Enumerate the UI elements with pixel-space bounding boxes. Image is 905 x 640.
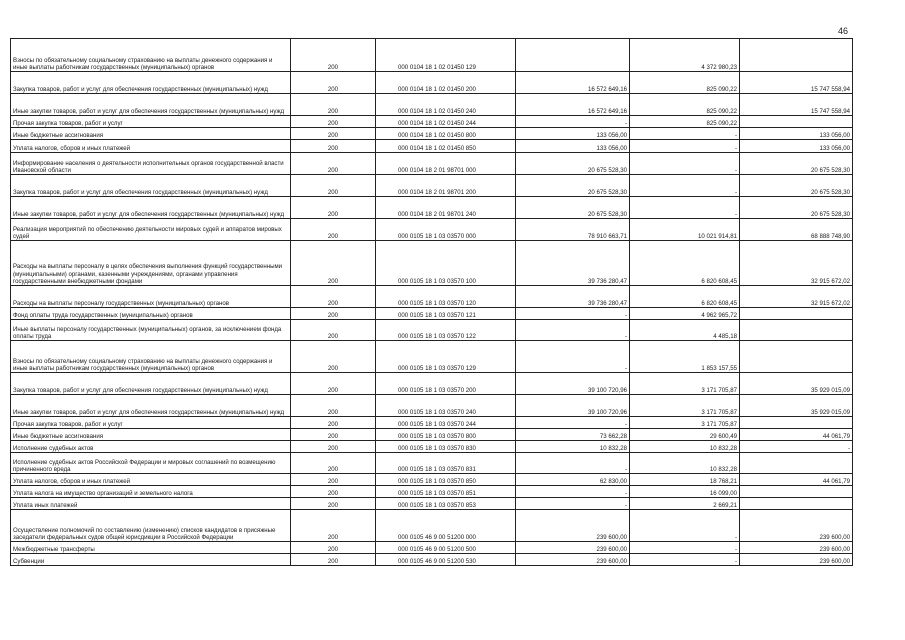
row-plan-amount: 39 736 280,47 bbox=[516, 286, 630, 308]
row-executed-amount: 10 021 914,81 bbox=[630, 219, 740, 241]
table-row bbox=[11, 308, 853, 320]
row-line-code: 200 bbox=[291, 72, 376, 94]
row-executed-amount: - bbox=[630, 197, 740, 219]
row-kbk-code: 000 0105 18 1 03 03570 120 bbox=[376, 286, 516, 308]
row-name: Прочая закупка товаров, работ и услуг bbox=[11, 116, 291, 128]
table-row bbox=[11, 116, 853, 128]
row-executed-amount: - bbox=[630, 175, 740, 197]
row-plan-amount: - bbox=[516, 486, 630, 498]
row-kbk-code: 000 0105 18 1 03 03570 000 bbox=[376, 219, 516, 241]
row-kbk-code: 000 0104 18 2 01 98701 240 bbox=[376, 197, 516, 219]
row-executed-amount: 6 820 608,45 bbox=[630, 286, 740, 308]
table-row bbox=[11, 286, 853, 308]
row-plan-amount: 39 100 720,96 bbox=[516, 395, 630, 417]
row-name: Иные бюджетные ассигнования bbox=[11, 429, 291, 441]
row-line-code: 200 bbox=[291, 554, 376, 566]
row-executed-amount: 825 090,22 bbox=[630, 72, 740, 94]
row-name: Межбюджетные трансферты bbox=[11, 542, 291, 554]
row-executed-amount: 825 090,22 bbox=[630, 94, 740, 116]
row-executed-amount: 2 669,21 bbox=[630, 498, 740, 510]
row-kbk-code: 000 0105 18 1 03 03570 830 bbox=[376, 441, 516, 453]
row-line-code: 200 bbox=[291, 116, 376, 128]
row-kbk-code: 000 0104 18 1 02 01450 850 bbox=[376, 140, 516, 153]
row-line-code: 200 bbox=[291, 441, 376, 453]
row-plan-amount: 133 056,00 bbox=[516, 140, 630, 153]
table-row bbox=[11, 197, 853, 219]
row-unexecuted-amount: 32 915 672,02 bbox=[740, 286, 853, 308]
row-plan-amount: 20 675 528,30 bbox=[516, 153, 630, 175]
row-line-code: 200 bbox=[291, 286, 376, 308]
row-unexecuted-amount bbox=[740, 341, 853, 373]
row-kbk-code: 000 0105 18 1 03 03570 851 bbox=[376, 486, 516, 498]
row-unexecuted-amount: 20 675 528,30 bbox=[740, 153, 853, 175]
row-unexecuted-amount: 15 747 558,94 bbox=[740, 72, 853, 94]
row-unexecuted-amount: 20 675 528,30 bbox=[740, 175, 853, 197]
table-row bbox=[11, 241, 853, 286]
row-executed-amount: 16 099,00 bbox=[630, 486, 740, 498]
row-kbk-code: 000 0105 18 1 03 03570 850 bbox=[376, 474, 516, 486]
row-plan-amount: 239 600,00 bbox=[516, 510, 630, 542]
row-unexecuted-amount: 15 747 558,94 bbox=[740, 94, 853, 116]
row-unexecuted-amount: 239 600,00 bbox=[740, 542, 853, 554]
row-line-code: 200 bbox=[291, 474, 376, 486]
row-kbk-code: 000 0104 18 2 01 98701 000 bbox=[376, 153, 516, 175]
row-line-code: 200 bbox=[291, 429, 376, 441]
row-executed-amount: - bbox=[630, 510, 740, 542]
table-row bbox=[11, 128, 853, 140]
table-row bbox=[11, 219, 853, 241]
row-executed-amount: 4 485,18 bbox=[630, 320, 740, 341]
row-executed-amount: 825 090,22 bbox=[630, 116, 740, 128]
row-kbk-code: 000 0105 46 9 00 51200 500 bbox=[376, 542, 516, 554]
row-kbk-code: 000 0105 46 9 00 51200 000 bbox=[376, 510, 516, 542]
table-row bbox=[11, 39, 853, 72]
row-unexecuted-amount: 44 061,79 bbox=[740, 429, 853, 441]
table-row bbox=[11, 498, 853, 510]
row-kbk-code: 000 0105 18 1 03 03570 853 bbox=[376, 498, 516, 510]
row-executed-amount: 3 171 705,87 bbox=[630, 417, 740, 429]
row-kbk-code: 000 0105 18 1 03 03570 121 bbox=[376, 308, 516, 320]
row-name: Уплата налогов, сборов и иных платежей bbox=[11, 474, 291, 486]
row-executed-amount: 10 832,28 bbox=[630, 441, 740, 453]
table-row bbox=[11, 320, 853, 341]
row-unexecuted-amount: 44 061,79 bbox=[740, 474, 853, 486]
row-name: Уплата иных платежей bbox=[11, 498, 291, 510]
row-unexecuted-amount bbox=[740, 417, 853, 429]
row-executed-amount: 10 832,28 bbox=[630, 453, 740, 474]
row-name: Исполнение судебных актов Российской Федерации и мировых соглашений по возмещению причиненного вреда bbox=[11, 453, 291, 474]
table-row bbox=[11, 429, 853, 441]
row-unexecuted-amount bbox=[740, 320, 853, 341]
row-line-code: 200 bbox=[291, 320, 376, 341]
table-row bbox=[11, 153, 853, 175]
row-name: Иные закупки товаров, работ и услуг для обеспечения государственных (муниципальных) нужд bbox=[11, 197, 291, 219]
row-kbk-code: 000 0105 18 1 03 03570 100 bbox=[376, 241, 516, 286]
row-name: Иные закупки товаров, работ и услуг для обеспечения государственных (муниципальных) нужд bbox=[11, 395, 291, 417]
row-executed-amount: - bbox=[630, 554, 740, 566]
row-name: Иные выплаты персоналу государственных (муниципальных) органов, за исключением фонда оплаты труда bbox=[11, 320, 291, 341]
row-line-code: 200 bbox=[291, 510, 376, 542]
row-name: Расходы на выплаты персоналу государственных (муниципальных) органов bbox=[11, 286, 291, 308]
row-name: Закупка товаров, работ и услуг для обеспечения государственных (муниципальных) нужд bbox=[11, 373, 291, 395]
row-plan-amount bbox=[516, 39, 630, 72]
row-executed-amount: 4 962 965,72 bbox=[630, 308, 740, 320]
row-name: Закупка товаров, работ и услуг для обеспечения государственных (муниципальных) нужд bbox=[11, 72, 291, 94]
row-plan-amount: 16 572 649,16 bbox=[516, 94, 630, 116]
row-executed-amount: 4 372 980,23 bbox=[630, 39, 740, 72]
row-line-code: 200 bbox=[291, 39, 376, 72]
row-kbk-code: 000 0105 18 1 03 03570 800 bbox=[376, 429, 516, 441]
row-name: Уплата налогов, сборов и иных платежей bbox=[11, 140, 291, 153]
row-executed-amount: 29 600,49 bbox=[630, 429, 740, 441]
table-row bbox=[11, 175, 853, 197]
row-line-code: 200 bbox=[291, 373, 376, 395]
row-name: Исполнение судебных актов bbox=[11, 441, 291, 453]
row-unexecuted-amount: 35 929 015,09 bbox=[740, 373, 853, 395]
row-line-code: 200 bbox=[291, 128, 376, 140]
row-unexecuted-amount: 239 600,00 bbox=[740, 554, 853, 566]
row-kbk-code: 000 0104 18 1 02 01450 240 bbox=[376, 94, 516, 116]
row-plan-amount: 73 662,28 bbox=[516, 429, 630, 441]
row-unexecuted-amount bbox=[740, 453, 853, 474]
table-row bbox=[11, 373, 853, 395]
row-line-code: 200 bbox=[291, 175, 376, 197]
row-kbk-code: 000 0105 18 1 03 03570 200 bbox=[376, 373, 516, 395]
page-number: 46 bbox=[838, 26, 849, 36]
row-executed-amount: - bbox=[630, 153, 740, 175]
row-name: Уплата налога на имущество организаций и земельного налога bbox=[11, 486, 291, 498]
table-row bbox=[11, 486, 853, 498]
row-name: Расходы на выплаты персоналу в целях обеспечения выполнения функций государственными (муниципальными) органами, казенными учреждениями, органами управления государственными внебюджетными фондами bbox=[11, 241, 291, 286]
row-name: Реализация мероприятий по обеспечению деятельности мировых судей и аппаратов мировых судей bbox=[11, 219, 291, 241]
row-line-code: 200 bbox=[291, 153, 376, 175]
row-name: Субвенции bbox=[11, 554, 291, 566]
row-executed-amount: - bbox=[630, 128, 740, 140]
row-unexecuted-amount: 239 600,00 bbox=[740, 510, 853, 542]
row-plan-amount: - bbox=[516, 116, 630, 128]
row-plan-amount: - bbox=[516, 453, 630, 474]
table-row bbox=[11, 441, 853, 453]
row-unexecuted-amount: 35 929 015,09 bbox=[740, 395, 853, 417]
row-line-code: 200 bbox=[291, 94, 376, 116]
row-executed-amount: - bbox=[630, 542, 740, 554]
row-unexecuted-amount: 68 888 748,90 bbox=[740, 219, 853, 241]
row-plan-amount: 16 572 649,16 bbox=[516, 72, 630, 94]
row-plan-amount: 239 600,00 bbox=[516, 554, 630, 566]
row-unexecuted-amount: 20 675 528,30 bbox=[740, 197, 853, 219]
row-name: Иные закупки товаров, работ и услуг для обеспечения государственных (муниципальных) нужд bbox=[11, 94, 291, 116]
table-row bbox=[11, 395, 853, 417]
row-name: Осуществление полномочий по составлению (изменению) списков кандидатов в присяжные заседатели федеральных судов общей юрисдикции в Российской Федерации bbox=[11, 510, 291, 542]
table-row bbox=[11, 94, 853, 116]
row-plan-amount: 39 736 280,47 bbox=[516, 241, 630, 286]
table-row bbox=[11, 453, 853, 474]
table-row bbox=[11, 510, 853, 542]
row-name: Информирование населения о деятельности исполнительных органов государственной власти Ивановской области bbox=[11, 153, 291, 175]
row-plan-amount: 10 832,28 bbox=[516, 441, 630, 453]
row-line-code: 200 bbox=[291, 241, 376, 286]
row-name: Иные бюджетные ассигнования bbox=[11, 128, 291, 140]
row-plan-amount: 39 100 720,96 bbox=[516, 373, 630, 395]
expenditure-table bbox=[10, 38, 853, 566]
table-row bbox=[11, 554, 853, 566]
row-kbk-code: 000 0105 18 1 03 03570 244 bbox=[376, 417, 516, 429]
row-plan-amount: - bbox=[516, 417, 630, 429]
row-executed-amount: 3 171 705,87 bbox=[630, 395, 740, 417]
row-line-code: 200 bbox=[291, 486, 376, 498]
row-kbk-code: 000 0104 18 1 02 01450 200 bbox=[376, 72, 516, 94]
row-line-code: 200 bbox=[291, 140, 376, 153]
row-unexecuted-amount: 133 056,00 bbox=[740, 128, 853, 140]
row-name: Взносы по обязательному социальному страхованию на выплаты денежного содержания и иные выплаты работникам государственных (муниципальных) органов bbox=[11, 341, 291, 373]
row-plan-amount: - bbox=[516, 498, 630, 510]
row-line-code: 200 bbox=[291, 197, 376, 219]
row-kbk-code: 000 0105 18 1 03 03570 122 bbox=[376, 320, 516, 341]
row-line-code: 200 bbox=[291, 219, 376, 241]
row-kbk-code: 000 0104 18 2 01 98701 200 bbox=[376, 175, 516, 197]
row-line-code: 200 bbox=[291, 395, 376, 417]
row-name: Фонд оплаты труда государственных (муниципальных) органов bbox=[11, 308, 291, 320]
row-executed-amount: 18 768,21 bbox=[630, 474, 740, 486]
table-row bbox=[11, 474, 853, 486]
table-row bbox=[11, 72, 853, 94]
row-plan-amount: 62 830,00 bbox=[516, 474, 630, 486]
row-kbk-code: 000 0104 18 1 02 01450 244 bbox=[376, 116, 516, 128]
row-kbk-code: 000 0104 18 1 02 01450 800 bbox=[376, 128, 516, 140]
row-name: Закупка товаров, работ и услуг для обеспечения государственных (муниципальных) нужд bbox=[11, 175, 291, 197]
row-plan-amount: 20 675 528,30 bbox=[516, 197, 630, 219]
row-kbk-code: 000 0105 18 1 03 03570 129 bbox=[376, 341, 516, 373]
row-line-code: 200 bbox=[291, 542, 376, 554]
row-kbk-code: 000 0104 18 1 02 01450 129 bbox=[376, 39, 516, 72]
row-line-code: 200 bbox=[291, 498, 376, 510]
table-row bbox=[11, 341, 853, 373]
row-line-code: 200 bbox=[291, 308, 376, 320]
row-plan-amount: 133 056,00 bbox=[516, 128, 630, 140]
table-row bbox=[11, 542, 853, 554]
row-executed-amount: 6 820 608,45 bbox=[630, 241, 740, 286]
row-plan-amount: 78 910 663,71 bbox=[516, 219, 630, 241]
row-line-code: 200 bbox=[291, 453, 376, 474]
row-unexecuted-amount bbox=[740, 486, 853, 498]
row-plan-amount: - bbox=[516, 341, 630, 373]
row-kbk-code: 000 0105 46 9 00 51200 530 bbox=[376, 554, 516, 566]
row-name: Взносы по обязательному социальному страхованию на выплаты денежного содержания и иные выплаты работникам государственных (муниципальных) органов bbox=[11, 39, 291, 72]
row-line-code: 200 bbox=[291, 417, 376, 429]
row-unexecuted-amount bbox=[740, 39, 853, 72]
table-row bbox=[11, 140, 853, 153]
row-plan-amount: - bbox=[516, 320, 630, 341]
row-unexecuted-amount bbox=[740, 498, 853, 510]
row-kbk-code: 000 0105 18 1 03 03570 240 bbox=[376, 395, 516, 417]
row-executed-amount: 3 171 705,87 bbox=[630, 373, 740, 395]
row-kbk-code: 000 0105 18 1 03 03570 831 bbox=[376, 453, 516, 474]
row-unexecuted-amount: 32 915 672,02 bbox=[740, 241, 853, 286]
row-unexecuted-amount: - bbox=[740, 441, 853, 453]
row-unexecuted-amount bbox=[740, 116, 853, 128]
row-unexecuted-amount bbox=[740, 308, 853, 320]
row-plan-amount: 239 600,00 bbox=[516, 542, 630, 554]
table-row bbox=[11, 417, 853, 429]
row-line-code: 200 bbox=[291, 341, 376, 373]
row-unexecuted-amount: 133 056,00 bbox=[740, 140, 853, 153]
row-plan-amount: - bbox=[516, 308, 630, 320]
row-executed-amount: 1 853 157,55 bbox=[630, 341, 740, 373]
row-executed-amount: - bbox=[630, 140, 740, 153]
row-name: Прочая закупка товаров, работ и услуг bbox=[11, 417, 291, 429]
row-plan-amount: 20 675 528,30 bbox=[516, 175, 630, 197]
